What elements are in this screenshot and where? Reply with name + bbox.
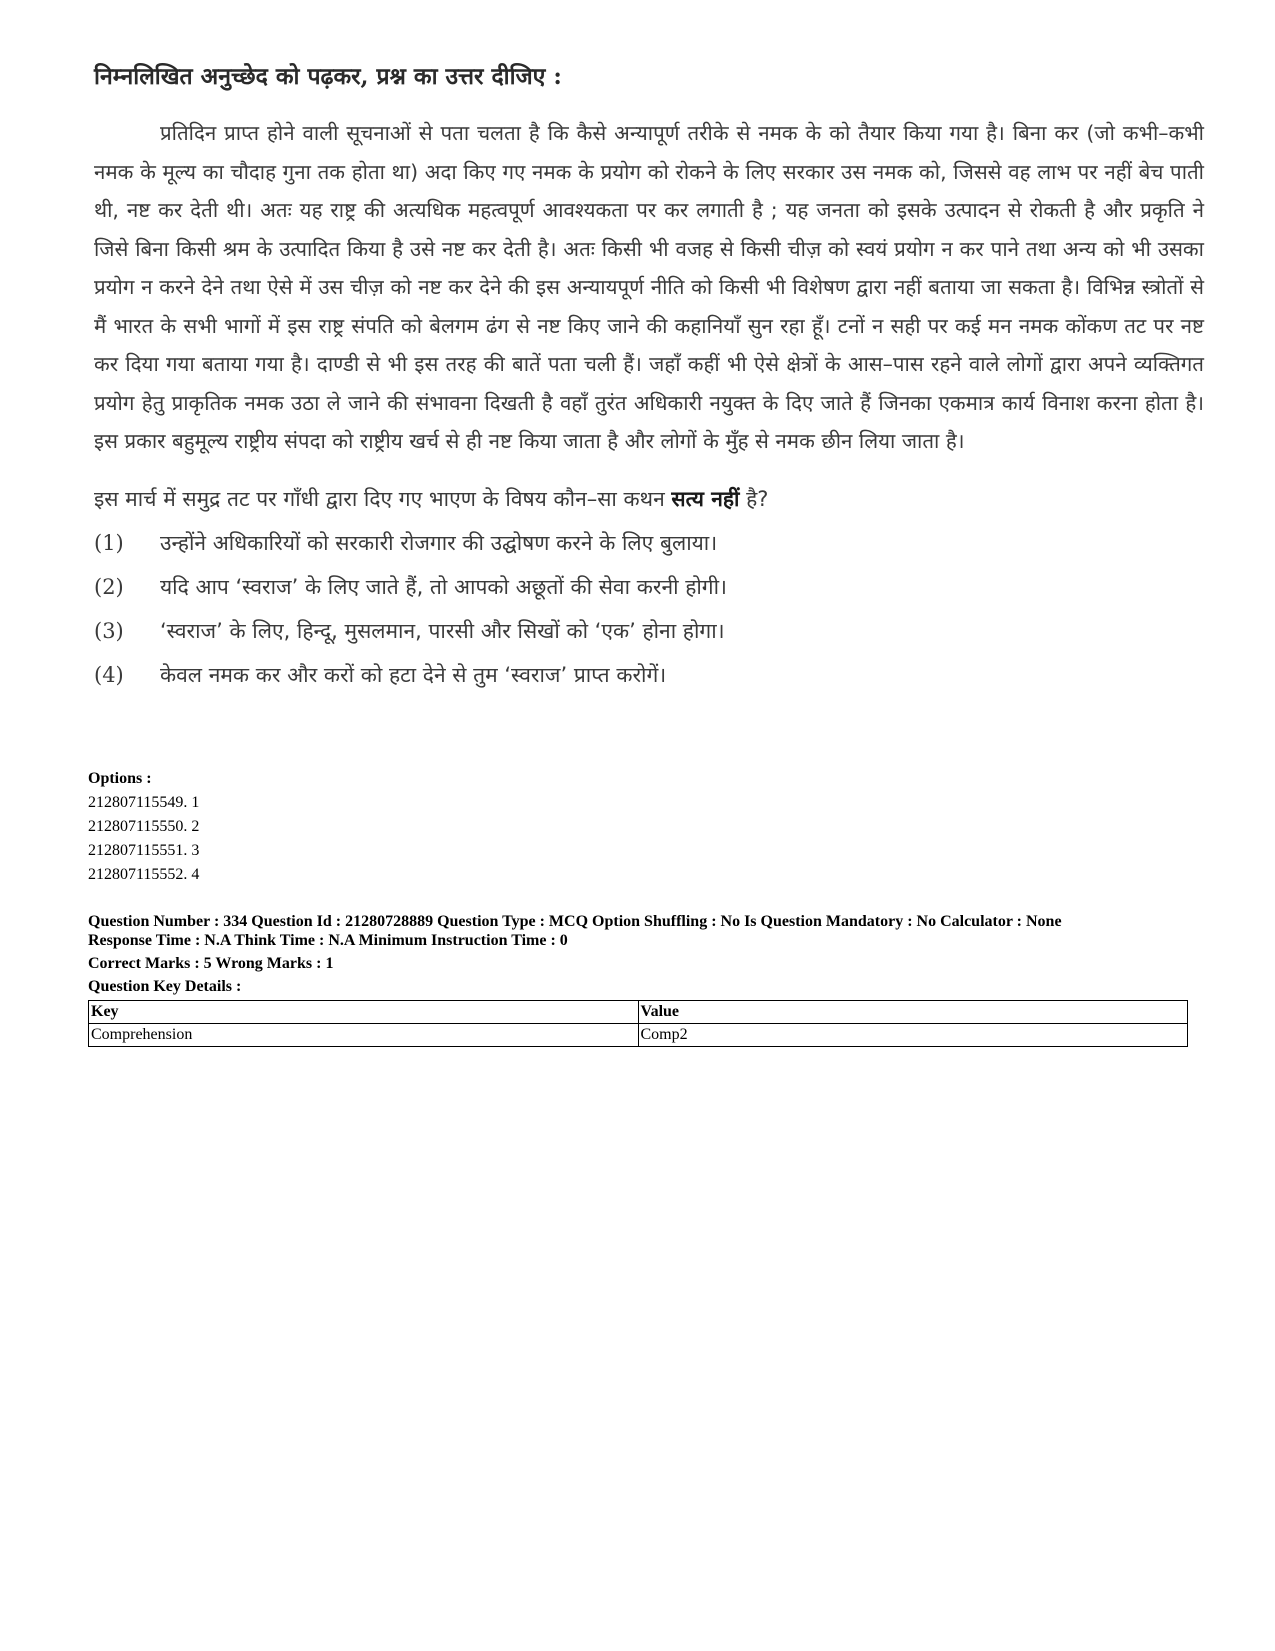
key-details-label: Question Key Details :	[88, 978, 242, 995]
instruction-heading: निम्नलिखित अनुच्छेद को पढ़कर, प्रश्न का उत्तर दीजिए :	[94, 63, 562, 90]
hindi-option-1	[94, 521, 1204, 565]
question-meta-line2: Response Time : N.A Think Time : N.A Minimum Instruction Time : 0	[88, 932, 568, 949]
option-text: यदि आप ‘स्वराज’ के लिए जाते हैं, तो आपको अछूतों की सेवा करनी होगी।	[160, 574, 728, 599]
question-meta	[88, 912, 1198, 996]
table-cell-key: Comprehension	[89, 1024, 639, 1047]
question-text-before: इस मार्च में समुद्र तट पर गाँधी द्वारा दिए गए भाएण के विषय कौन–सा कथन	[94, 486, 672, 511]
option-number: (3)	[94, 618, 124, 643]
table-row	[89, 1024, 1188, 1047]
option-text: ‘स्वराज’ के लिए, हिन्दू, मुसलमान, पारसी और सिखों को ‘एक’ होना होगा।	[160, 618, 725, 643]
question-emphasis: सत्य नहीं	[671, 486, 740, 511]
options-section	[88, 767, 1198, 887]
table-header-value: Value	[638, 1001, 1188, 1024]
question-image	[94, 60, 1204, 697]
passage-text: प्रतिदिन प्राप्त होने वाली सूचनाओं से पता चलता है कि कैसे अन्यापूर्ण तरीके से नमक के को तैयार किया गया है। बिना कर (जो कभी–कभी नमक के मूल्य का चौदाह गुना तक होता था) अदा किए गए नमक के प्रयोग को रोकने के लिए सरकार उस नमक को, जिससे वह लाभ पर नहीं बेच पाती थी, नष्ट कर देती थी। अतः यह राष्ट्र की अत्यधिक महत्वपूर्ण आवश्यकता पर कर लगाती है ; यह जनता को इसके उत्पादन से रोकती है और प्रकृति ने जिसे बिना किसी श्रम के उत्पादित किया है उसे नष्ट कर देती है। अतः किसी भी वजह से किसी चीज़ को स्वयं प्रयोग न कर पाने तथा अन्य को भी उसका प्रयोग न करने देने तथा ऐसे में उस चीज़ को नष्ट कर देने की इस अन्यायपूर्ण नीति को किसी भी विशेषण द्वारा नहीं बताया जा सकता है। विभिन्न स्त्रोतों से मैं भारत के सभी भागों में इस राष्ट्र संपति को बेलगम ढंग से नष्ट किए जाने की कहानियाँ सुन रहा हूँ। टनों न सही पर कई मन नमक कोंकण तट पर नष्ट कर दिया गया बताया गया है। दाण्डी से भी इस तरह की बातें पता चली हैं। जहाँ कहीं भी ऐसे क्षेत्रों के आस–पास रहने वाले लोगों द्वारा अपने व्यक्तिगत प्रयोग हेतु प्राकृतिक नमक उठा ले जाने की संभावना दिखती है वहाँ तुरंत अधिकारी नयुक्त के दिए जाते हैं जिनका एकमात्र कार्य विनाश करना होता है। इस प्रकार बहुमूल्य राष्ट्रीय संपदा को राष्ट्रीय खर्च से ही नष्ट किया जाता है और लोगों के मुँह से नमक छीन लिया जाता है।	[94, 121, 1204, 453]
table-cell-value: Comp2	[638, 1024, 1188, 1047]
question-text	[94, 479, 1204, 519]
option-id-1: 212807115549. 1	[88, 794, 200, 811]
option-number: (1)	[94, 530, 124, 555]
question-text-after: है?	[739, 486, 769, 511]
question-meta-line1: Question Number : 334 Question Id : 21280728889 Question Type : MCQ Option Shuffling : No Is Question Mandatory : No Calculator : None	[88, 913, 1062, 930]
hindi-option-3	[94, 609, 1204, 653]
option-text: उन्होंने अधिकारियों को सरकारी रोजगार की उद्घोषण करने के लिए बुलाया।	[160, 530, 718, 555]
option-number: (2)	[94, 574, 124, 599]
table-header-row	[89, 1001, 1188, 1024]
hindi-option-4	[94, 653, 1204, 697]
option-id-4: 212807115552. 4	[88, 866, 200, 883]
options-label: Options :	[88, 770, 152, 787]
marks-line: Correct Marks : 5 Wrong Marks : 1	[88, 955, 334, 972]
table-header-key: Key	[89, 1001, 639, 1024]
option-id-3: 212807115551. 3	[88, 842, 200, 859]
option-text: केवल नमक कर और करों को हटा देने से तुम ‘स्वराज’ प्राप्त करोगें।	[160, 662, 667, 687]
key-details-table	[88, 1000, 1188, 1047]
hindi-option-2	[94, 565, 1204, 609]
option-id-2: 212807115550. 2	[88, 818, 200, 835]
option-number: (4)	[94, 662, 124, 687]
